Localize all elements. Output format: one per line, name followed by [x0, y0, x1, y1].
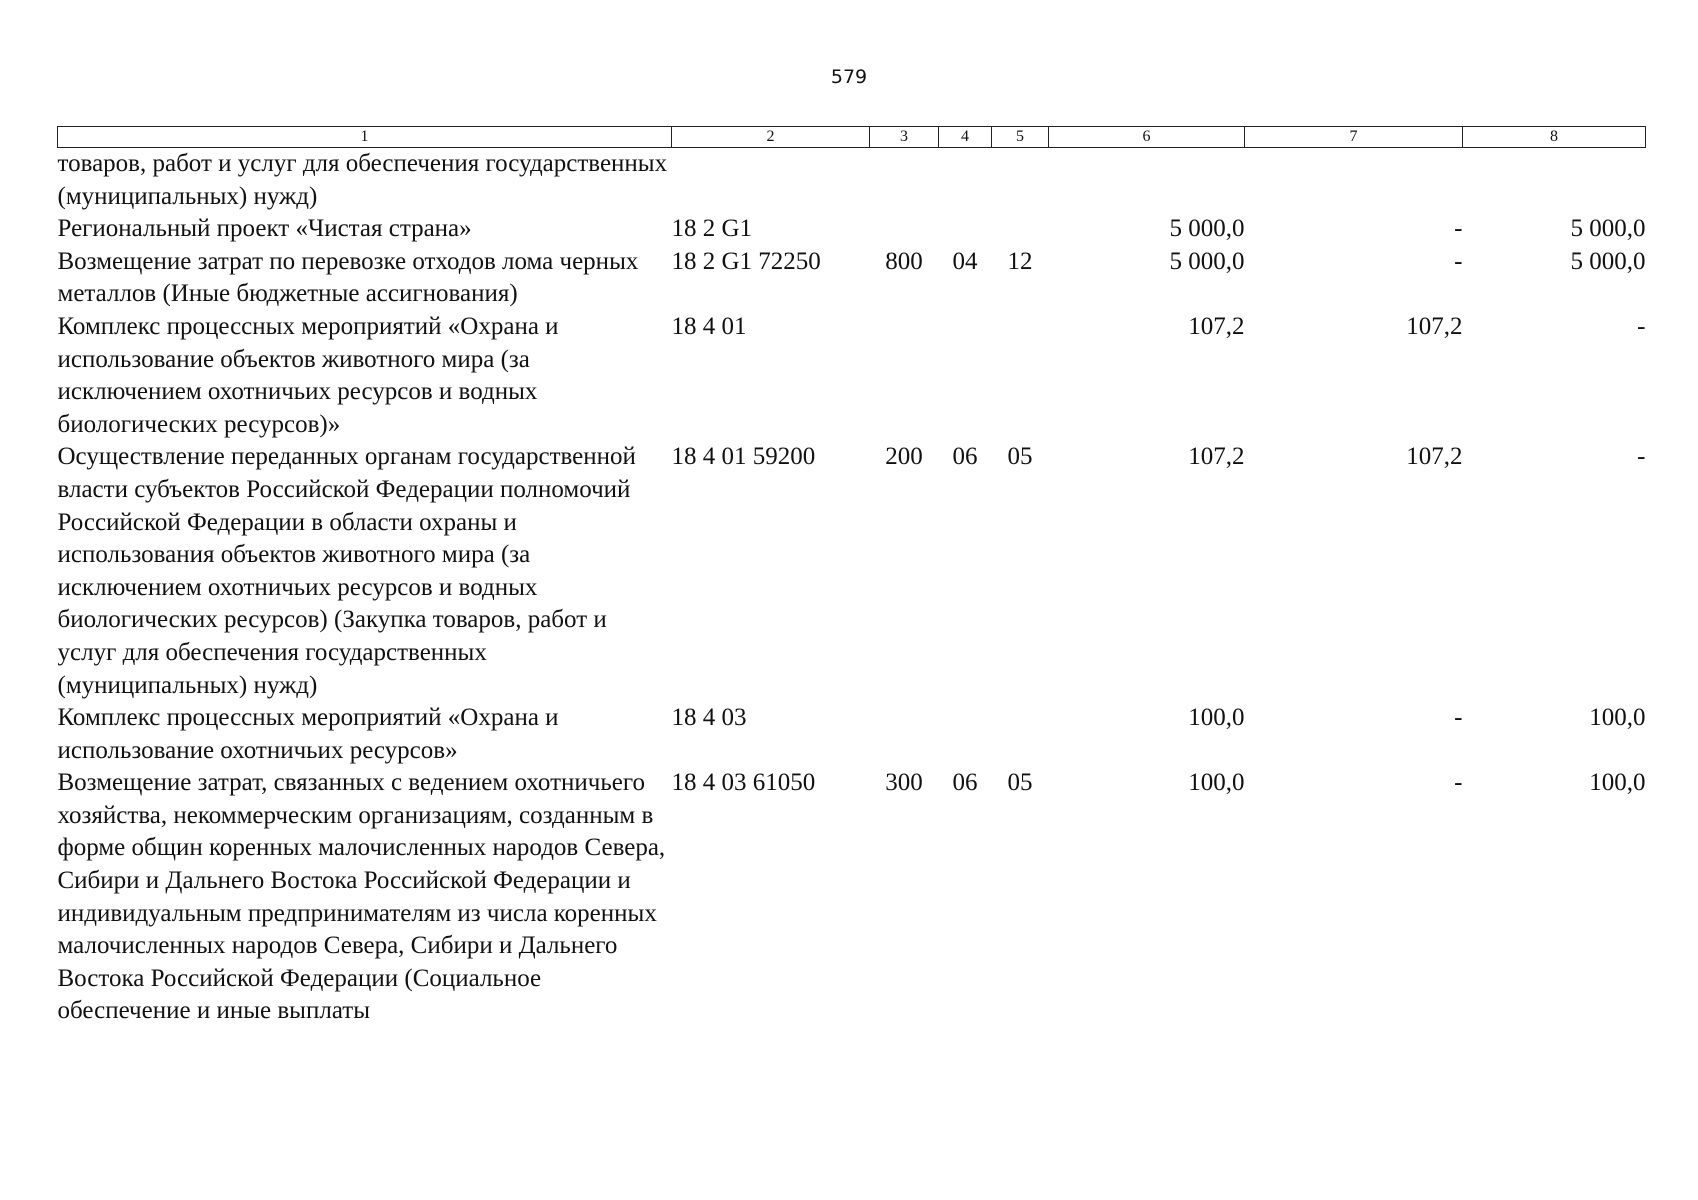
row-target-code: 18 4 01: [671, 312, 747, 340]
row-target-code: [672, 148, 870, 214]
row-amount-col7: [1245, 148, 1463, 214]
row-section: [939, 213, 992, 246]
row-total-amount: 100,0: [1188, 769, 1245, 797]
page-number: 579: [830, 66, 868, 88]
row-amount-col7: -: [1454, 247, 1463, 275]
row-expense-type: 200: [885, 443, 923, 471]
column-header-5: 5: [992, 127, 1049, 148]
row-name: Комплекс процессных мероприятий «Охрана и использование объектов животного мира (за исключением охотничьих ресурсов и водных биологических ресурсов)»: [57, 312, 559, 438]
column-header-8: 8: [1463, 127, 1646, 148]
row-name: товаров, работ и услуг для обеспечения государственных (муниципальных) нужд): [57, 150, 668, 210]
table-row: [58, 441, 1646, 702]
row-total-amount: 107,2: [1188, 443, 1245, 471]
row-expense-type: [870, 148, 939, 214]
row-section: 04: [952, 247, 978, 275]
table-header-row: [58, 127, 1646, 148]
table-row: [58, 148, 1646, 214]
row-expense-type: 300: [885, 769, 923, 797]
row-amount-col8: 100,0: [1589, 769, 1646, 797]
column-header-3: 3: [870, 127, 939, 148]
row-section: [939, 702, 992, 767]
row-amount-col8: 5 000,0: [1570, 215, 1646, 243]
column-header-6: 6: [1049, 127, 1245, 148]
column-header-4: 4: [939, 127, 992, 148]
row-section: [939, 311, 992, 441]
row-expense-type: 800: [885, 247, 923, 275]
row-section: [939, 148, 992, 214]
row-subsection: 05: [1007, 769, 1033, 797]
row-name: Комплекс процессных мероприятий «Охрана и использование охотничьих ресурсов»: [57, 704, 559, 764]
row-subsection: [992, 702, 1049, 767]
table-row: [58, 311, 1646, 441]
row-expense-type: [870, 702, 939, 767]
row-subsection: [992, 311, 1049, 441]
row-subsection: 12: [1007, 247, 1033, 275]
column-header-1: 1: [58, 127, 672, 148]
row-target-code: 18 2 G1: [671, 215, 753, 243]
table-row: [58, 767, 1646, 1028]
table-row: [58, 213, 1646, 246]
column-header-2: 2: [672, 127, 870, 148]
row-section: 06: [952, 769, 978, 797]
row-name: Возмещение затрат, связанных с ведением охотничьего хозяйства, некоммерческим организациям, созданным в форме общин коренных малочисленных народов Севера, Сибири и Дальнего Востока Российской Федерации и индивидуальным предпринимателям из числа коренных малочисленных народов Севера, Сибири и Дальнего Востока Российской Федерации (Социальное обеспечение и иные выплаты: [57, 769, 666, 1025]
row-total-amount: 5 000,0: [1169, 247, 1245, 275]
row-total-amount: 5 000,0: [1169, 215, 1245, 243]
row-expense-type: [870, 311, 939, 441]
column-header-7: 7: [1245, 127, 1463, 148]
row-amount-col7: -: [1454, 769, 1463, 797]
row-amount-col8: [1463, 148, 1646, 214]
row-name: Региональный проект «Чистая страна»: [57, 215, 472, 243]
row-amount-col8: 100,0: [1589, 704, 1646, 732]
row-total-amount: [1049, 148, 1245, 214]
row-amount-col7: 107,2: [1406, 312, 1463, 340]
budget-table: [57, 126, 1646, 1028]
row-amount-col8: -: [1637, 312, 1646, 340]
row-total-amount: 107,2: [1188, 312, 1245, 340]
row-amount-col7: -: [1454, 215, 1463, 243]
row-target-code: 18 4 01 59200: [671, 443, 816, 471]
row-amount-col7: -: [1454, 704, 1463, 732]
row-target-code: 18 4 03 61050: [671, 769, 816, 797]
row-section: 06: [952, 443, 978, 471]
row-subsection: 05: [1007, 443, 1033, 471]
row-subsection: [992, 213, 1049, 246]
row-amount-col8: 5 000,0: [1570, 247, 1646, 275]
row-expense-type: [870, 213, 939, 246]
row-amount-col8: -: [1637, 443, 1646, 471]
row-name: Осуществление переданных органам государственной власти субъектов Российской Федерации полномочий Российской Федерации в области охраны и использования объектов животного мира (за исключением охотничьих ресурсов и водных биологических ресурсов) (Закупка товаров, работ и услуг для обеспечения государственных (муниципальных) нужд): [57, 443, 636, 699]
row-subsection: [992, 148, 1049, 214]
table-row: [58, 702, 1646, 767]
table-row: [58, 246, 1646, 311]
row-name: Возмещение затрат по перевозке отходов лома черных металлов (Иные бюджетные ассигнования): [57, 247, 639, 308]
row-target-code: 18 4 03: [671, 704, 747, 732]
row-target-code: 18 2 G1 72250: [671, 247, 821, 275]
row-total-amount: 100,0: [1188, 704, 1245, 732]
row-amount-col7: 107,2: [1406, 443, 1463, 471]
